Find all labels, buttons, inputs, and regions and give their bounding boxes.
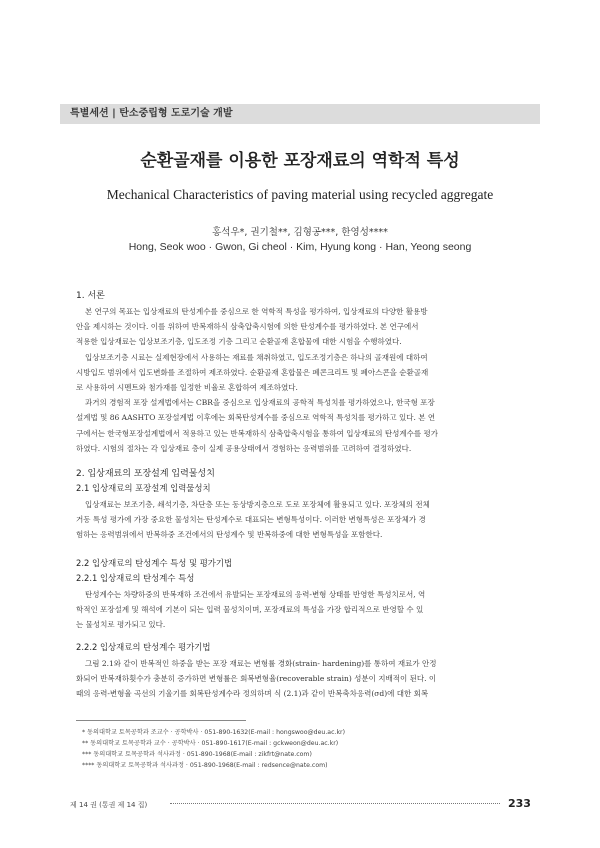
section-2-heading: 2. 입상재료의 포장설계 입력물성치 (76, 469, 215, 479)
volume-info: 제 14 권 (통권 제 14 집) (70, 801, 148, 809)
body-line: 적용한 입상재료는 입상보조기층, 입도조정 기층 그리고 순환골재 혼합물에 대한 시험을 수행하였다. (76, 337, 402, 347)
authors-english: Hong, Seok woo · Gwon, Gi cheol · Kim, Hyung kong · Han, Yeong seong (128, 241, 472, 253)
body-line: 험하는 응력범위에서 반복하중 조건에서의 탄성계수 및 반복하중에 대한 변형특성을 포함한다. (76, 530, 383, 540)
body-line: 안을 제시하는 것이다. 이를 위하여 반복재하식 삼축압축시험에 의한 탄성계수를 평가하였다. 본 연구에서 (76, 322, 419, 332)
body-line: 로 사용하여 시멘트와 첨가재를 일정한 비율로 혼합하여 제조하였다. (76, 383, 298, 393)
body-line: 하였다. 시험의 절차는 각 입상재료 층이 실제 공용상태에서 경험하는 응력범위를 고려하여 결정하였다. (76, 443, 412, 453)
authors-korean: 홍석우*, 권기철**, 김형공***, 한영성**** (212, 227, 388, 238)
body-line: 그림 2.1와 같이 반복적인 하중을 받는 포장 재료는 변형률 경화(strain- hardening)를 통하여 재료가 안정 (85, 659, 437, 668)
section-1-body (76, 304, 526, 456)
body-line: 는 물성치로 평가되고 있다. (76, 620, 166, 630)
body-line: 때의 응력-변형율 곡선의 기울기를 회복탄성계수라 정의하며 식 (2.1)과 같이 반복축차응력(σd)에 대한 회복 (76, 689, 429, 699)
body-line: 입상재료는 보조기층, 쇄석기층, 차단층 또는 동상방지층으로 도로 포장체에 활용되고 있다. 포장체의 전체 (85, 500, 430, 509)
section-2-1-body (76, 497, 526, 543)
page-number: 233 (508, 797, 531, 810)
footnote: *** 동의대학교 토목공학과 석사과정 · 051-890-1968(E-mail : zikfrt@nate.com) (82, 751, 312, 758)
body-line: 거동 특성 평가에 가장 중요한 물성치는 탄성계수로 대표되는 변형특성이다. 이러한 변형특성은 포장체가 경 (76, 515, 426, 525)
body-line: 시방입도 범위에서 입도변화를 조절하여 제조하였다. 순환골재 혼합물은 폐콘크리트 및 폐아스콘을 순환골재 (76, 367, 429, 377)
body-line: 화되어 반복재하횟수가 충분히 증가하면 변형률은 회복변형율(recoverable strain) 성분이 지배적이 된다. 이 (76, 674, 437, 684)
footer-dotted-leader (170, 803, 500, 804)
body-line: 학적인 포장설계 및 해석에 기본이 되는 입력 물성치이며, 포장재료의 특성을 가장 합리적으로 반영할 수 있 (76, 605, 424, 615)
body-line: 입상보조기층 시료는 실제현장에서 사용하는 재료를 채취하였고, 입도조정기층은 하나의 골재원에 대하여 (85, 352, 428, 362)
footnote: **** 동의대학교 토목공학과 석사과정 · 051-890-1968(E-mail : redsence@nate.com) (82, 762, 328, 769)
section-2-2-2-heading: 2.2.2 입상재료의 탄성계수 평가기법 (76, 642, 211, 652)
body-line: 설계법 및 86 AASHTO 포장설계법 이후에는 회복탄성계수를 중심으로 역학적 특성치를 평가하고 있다. 본 연 (76, 413, 436, 423)
body-line: 구에서는 한국형포장설계법에서 적용하고 있는 반복재하식 삼축압축시험을 통하여 입상재료의 탄성계수를 평가 (76, 428, 438, 438)
body-line: 탄성계수는 차량하중의 반복재하 조건에서 유발되는 포장재료의 응력-변형 상태를 반영한 특성치로서, 역 (85, 590, 426, 599)
footnote: ** 동의대학교 토목공학과 교수 · 공학박사 · 051-890-1617(E-mail : gckweon@deu.ac.kr) (82, 740, 339, 747)
footnote: * 동의대학교 토목공학과 조교수 · 공학박사 · 051-890-1632(E-mail : hongswoo@deu.ac.kr) (82, 729, 345, 736)
section-2-1-heading: 2.1 입상재료의 포장설계 입력물성치 (76, 483, 211, 493)
section-2-2-1-heading: 2.2.1 입상재료의 탄성계수 특성 (76, 573, 195, 583)
section-2-2-2-body (76, 656, 526, 702)
series-label: 특별세션 | 탄소중립형 도로기술 개발 (70, 108, 233, 119)
body-line: 본 연구의 목표는 입상재료의 탄성계수를 중심으로 한 역학적 특성을 평가하여, 입상재료의 다양한 활용방 (85, 307, 428, 316)
body-line: 과거의 경험적 포장 설계법에서는 CBR을 중심으로 입상재료의 공학적 특성치를 평가하였으나, 한국형 포장 (85, 398, 435, 408)
paper-title-english: Mechanical Characteristics of paving material using recycled aggregate (106, 187, 494, 202)
section-1-heading: 1. 서론 (76, 291, 105, 301)
footnote-divider (76, 720, 246, 721)
paper-title-korean: 순환골재를 이용한 포장재료의 역학적 특성 (140, 151, 460, 171)
section-2-2-1-body (76, 587, 526, 633)
section-2-2-heading: 2.2 입상재료의 탄성계수 특성 및 평가기법 (76, 558, 233, 568)
